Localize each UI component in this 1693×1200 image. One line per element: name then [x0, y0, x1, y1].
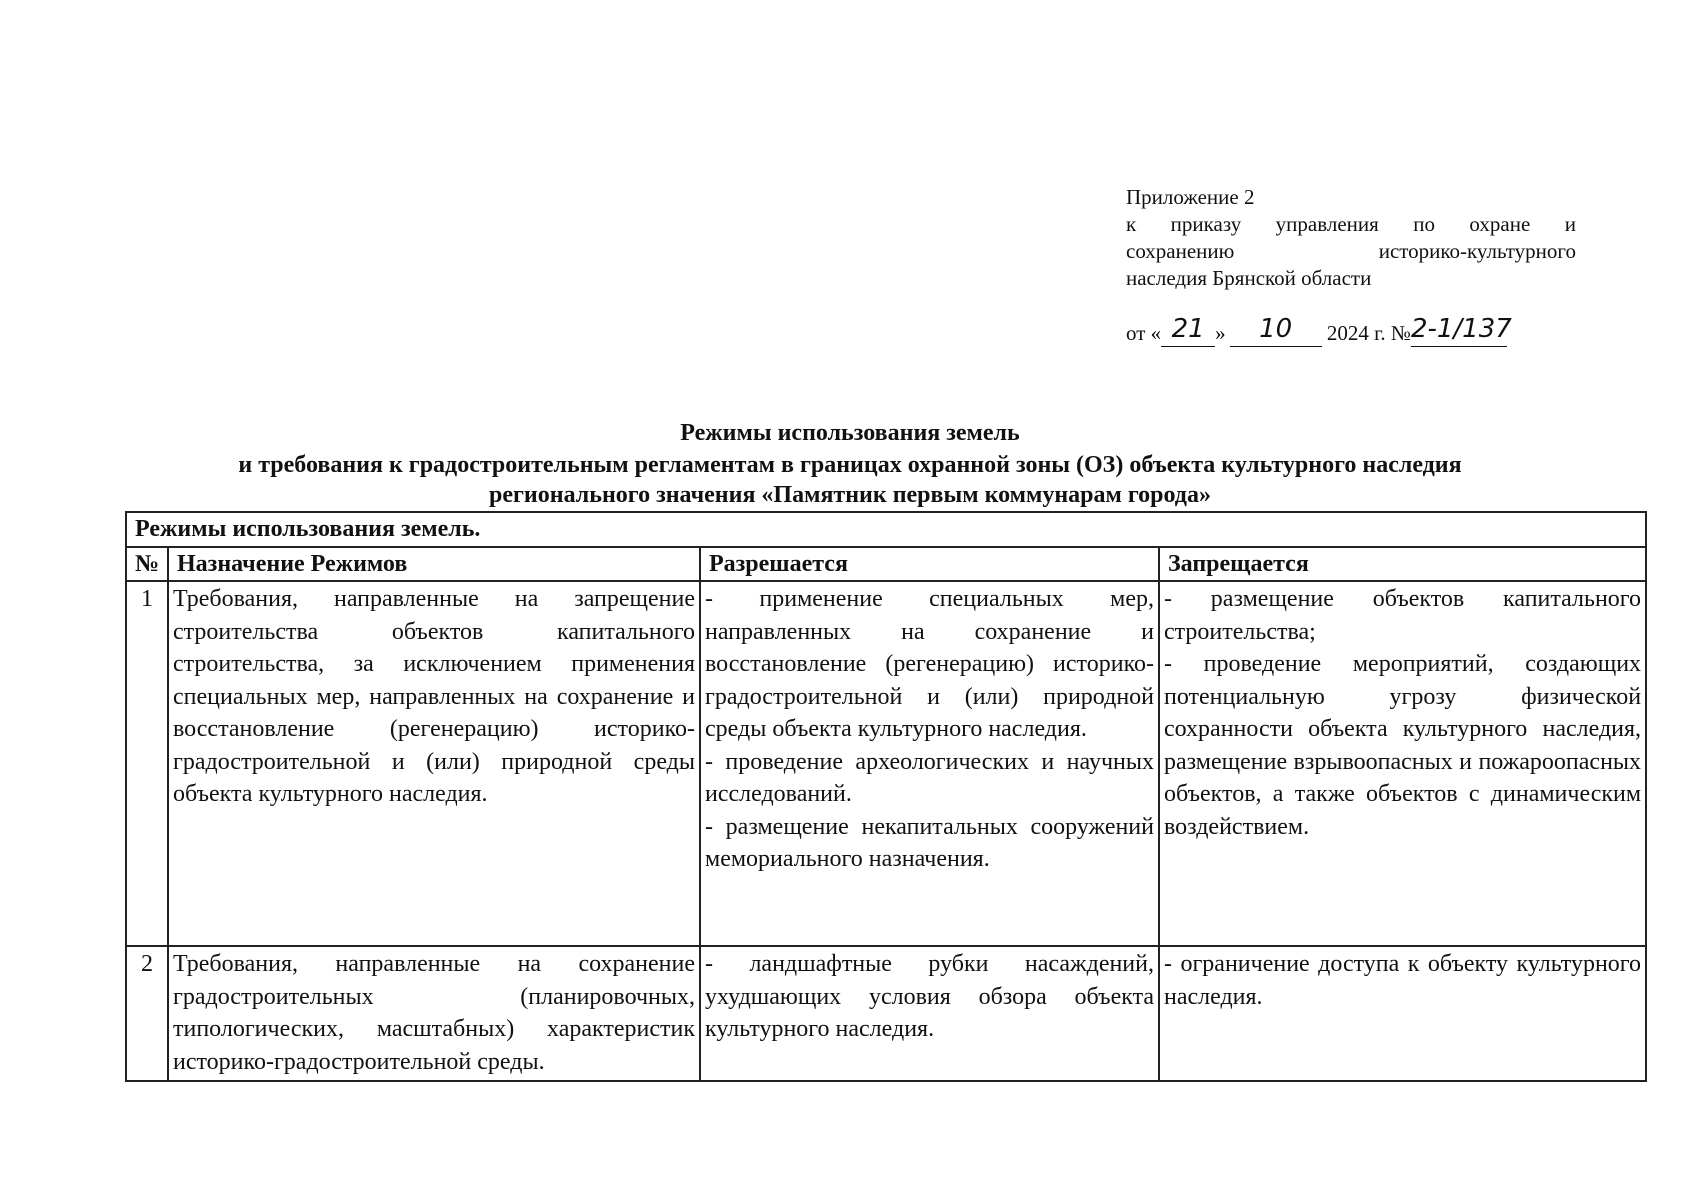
- row-purpose: Требования, направленные на запрещение строительства объектов капитального строительства, за исключением применения специальных мер, направленных на сохранение и восстановление (регенерацию) историко-градостроительной и (или) природной среды объекта культурного наследия.: [168, 581, 700, 946]
- row-forbidden: [1159, 946, 1646, 1081]
- row-forbidden: [1159, 581, 1646, 946]
- document-title-line-1: Режимы использования земель: [680, 420, 1020, 446]
- appendix-block: [1126, 184, 1576, 347]
- table-row: [126, 946, 1646, 1081]
- order-date-number: [1126, 316, 1576, 347]
- table-row: [126, 581, 1646, 946]
- header-row: [126, 547, 1646, 582]
- forbidden-item: - ограничение доступа к объекту культурного наследия.: [1164, 951, 1642, 1010]
- header-purpose: Назначение Режимов: [168, 547, 700, 582]
- section-heading-row: [126, 512, 1646, 547]
- allowed-item: - ландшафтные рубки насаждений, ухудшающих условия обзора объекта культурного наследия.: [705, 951, 1154, 1042]
- header-forbidden: Запрещается: [1159, 547, 1646, 582]
- row-purpose: Требования, направленные на сохранение градостроительных (планировочных, типологических, масштабных) характеристик историко-градостроительной среды.: [168, 946, 700, 1081]
- row-number: 1: [126, 581, 168, 946]
- order-year: 2024 г. №: [1326, 321, 1411, 345]
- document-title-line-2: и требования к градостроительным регламентам в границах охранной зоны (ОЗ) объекта культурного наследия: [238, 452, 1462, 478]
- allowed-item: - размещение некапитальных сооружений мемориального назначения.: [705, 813, 1154, 872]
- order-number-handwritten: 2-1/137: [1411, 316, 1507, 347]
- order-prefix: от «: [1126, 321, 1162, 345]
- regimes-table: [125, 511, 1647, 1082]
- allowed-item: - применение специальных мер, направленных на сохранение и восстановление (регенерацию) историко-градостроительной и (или) природной среды объекта культурного наследия.: [705, 586, 1154, 742]
- appendix-title: Приложение 2: [1126, 185, 1255, 209]
- section-heading: Режимы использования земель.: [126, 512, 1646, 547]
- order-mid: »: [1215, 321, 1226, 345]
- row-allowed: [700, 581, 1159, 946]
- allowed-item: - проведение археологических и научных исследований.: [705, 748, 1154, 807]
- appendix-line-region: наследия Брянской области: [1126, 266, 1372, 290]
- row-number: 2: [126, 946, 168, 1081]
- row-allowed: [700, 946, 1159, 1081]
- order-month-handwritten: 10: [1230, 316, 1322, 347]
- appendix-line-order: к приказу управления по охране и: [1126, 212, 1576, 236]
- forbidden-item: - размещение объектов капитального строительства;: [1164, 586, 1642, 645]
- header-number: №: [126, 547, 168, 582]
- header-allowed: Разрешается: [700, 547, 1159, 582]
- document-title-line-3: регионального значения «Памятник первым коммунарам города»: [489, 482, 1211, 508]
- order-day-handwritten: 21: [1161, 316, 1215, 347]
- appendix-line-preservation: сохранению историко-культурного: [1126, 239, 1576, 263]
- forbidden-item: - проведение мероприятий, создающих потенциальную угрозу физической сохранности объекта культурного наследия, размещение взрывоопасных и пожароопасных объектов, а также объектов с динамическим воздействием.: [1164, 651, 1642, 840]
